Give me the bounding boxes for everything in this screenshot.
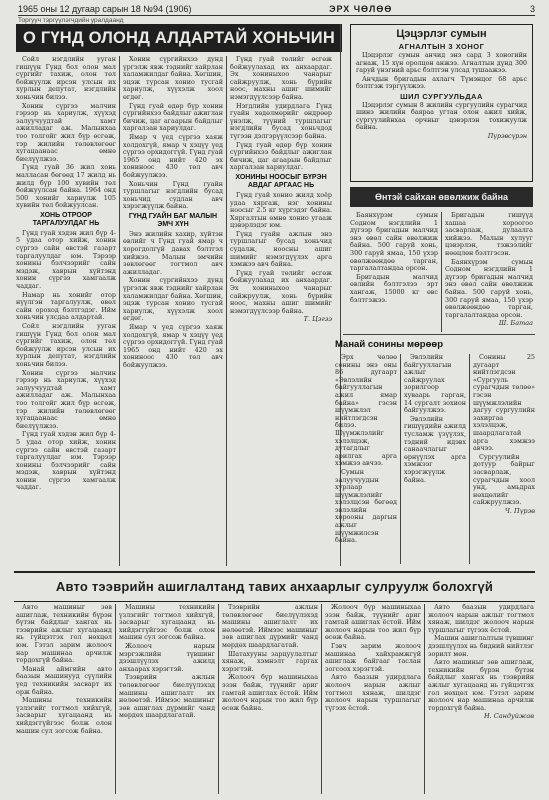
paragraph: Бригадын малчид өвлийн бэлтгэлээ эрт хангаж, 15000 кг өвс бэлтгэжээ. xyxy=(350,272,438,304)
article4-signature: Ч. Пүрэв xyxy=(504,506,535,515)
column-rule xyxy=(469,354,470,564)
column-rule xyxy=(218,604,219,794)
rubric: Торгууч тэргүүлэгчдийн уралдаанд xyxy=(18,17,124,24)
box-subtitle: АГНАЛТЫН 3 ХОНОГ xyxy=(398,42,485,51)
masthead xyxy=(18,3,535,16)
paragraph: Сойл нэгдлийн ууган гишүүн Гүнд бол олон мал сүргийг тахиж, олон төл бойжуулж ирсэн улсын их хурлын депутат, нэгдлийн хоньчин билээ. xyxy=(16,322,116,368)
subhead: ХОНЬ ОТРООР ТАРГАЛУУЛДАГ НЬ xyxy=(32,211,100,227)
paragraph: Машины техникийн үзлэгийг тогтмол хийхгүй, засварыг хугацаанд нь хийдэггүйгээс болж олон машин сул зогсож байна. xyxy=(16,696,112,735)
paragraph: Сойл нэгдлийн ууган гишүүн Гүнд бол олон мал сүргийг тахиж, олон төл бойжуулж ирсэн улсын их хурлын депутат, нэгдлийн хоньчин билээ. xyxy=(16,56,116,101)
paragraph: Авто машиныг зөв ашиглаж, техникийн бүрэн бүтэн байдлыг хангах нь тээврийн ажлыг хугацаанд нь гүйцэтгэх гол нөхцөл юм. Гэтэл зарим жолооч нар машинаа арчилж тордохгүй байна. xyxy=(16,604,112,665)
article5-col5 xyxy=(428,604,534,794)
paragraph: Баянхүрэм сумын Содном нэгдлийн 1 дүгээр бригадын малчид энэ өвөл сайн өвөлжиж байна. 500 гаруй хонь, 300 гаруй ямаа, 150 үхэр өвөлжөөндөө тарган, таргалалтандаа орсон. xyxy=(350,212,438,273)
paragraph: Гүнд гуай хэдэн жил бүр 4-5 удаа отор хийж, хонин сүргээ сайн өвстэй газарт таргалуулдаг юм. Тэрээр хонины бэлчээрийг сайн мэдэж, хаврын хүйтэнд хонин сүргээ хамгаалж чаддаг. xyxy=(16,228,116,291)
paragraph: Сумын залуучуудын хурлаар шүүмжлэлийг хэлэлцсэн бөгөөд эвлэлийн хорооны даргын ажлыг шүүмжилсэн байна. xyxy=(335,467,397,545)
article1-col1 xyxy=(16,56,116,564)
wintering-banner: Өнтэй сайхан өвөлжиж байна xyxy=(350,187,533,207)
paragraph: Гүнд гуай төлийг өсгөж бойжуулахад их анхаардаг. Эх хониныхоо чанарыг сайжруулж, хонь бүрийн ноос, махны ашиг шимийг нэмэгдүүлсээр байна. xyxy=(230,268,332,315)
article5-signature: Н. Сандуйжав xyxy=(483,712,534,721)
paragraph: Нэгдлийн удирдлага Гүнд гуайн хөдөлмөрийг өндрөөр үнэлж, түүний туршлагыг нэгдлийн бусад хоньчдод түгээн дэлгэрүүлсээр байна. xyxy=(230,101,332,140)
paragraph: Бригадын гишүүд хашаа хороогоо засварлаж, дулаалга хийжээ. Малын хулууг цэвэрлэн, тэжээлийг нөөцлөн бэлтгэсэн. xyxy=(445,212,533,257)
column-rule xyxy=(115,604,116,794)
paragraph: Машин ашиглалтын түвшинг дээшлүүлэх нь бидний нийтлэг зорилт мөн. xyxy=(428,634,534,658)
article3-col1 xyxy=(350,212,438,332)
paragraph: Гүнд гуай өдөр бүр хонин сүргийнхээ байдлыг ажиглан бичиж, цаг агаарын байдлыг харгалзан хариулдаг. xyxy=(123,101,223,133)
column-rule xyxy=(226,56,227,566)
paragraph: Эрх чөлөө сонины энэ оны 86 дугаарт «Эвлэлийн байгууллагын ажил ямар байна» гэсэн шүүмжлэл нийтлэгдсэн билээ. Шүүмжлэлийг хэлэлцэж, дутагдлыг арилгах арга хэмжээ авчээ. xyxy=(335,354,397,468)
paragraph: Жолооч нарын мэргэжлийн түвшинг дээшлүүлэх ажилд анхаарах хэрэгтэй. xyxy=(119,641,215,673)
paragraph: Жолооч бүр машиныхаа эзэн байж, түүнийг ариг гамтай ашиглах ёстой. Ийм жолооч нарын тоо жил бүр өсөж байна. xyxy=(222,673,318,712)
paragraph: Сонины 25 дугаарт нийтлэгдсэн «Сургууль сурагчдын төлөө» гэсэн шүүмжлэлийн дагуу сургуулийн захиргаа хэлэлцэж, шаардлагатай арга хэмжээ авчээ. xyxy=(473,354,535,453)
box-signature: Пүрэвсүрэн xyxy=(487,132,527,140)
headline-gund: О ГҮНД ОЛОНД АЛДАРТАЙ ХОНЬЧИН xyxy=(16,24,342,52)
paragraph: Гүнд гуай 36 жил хонь малласан бөгөөд 17 жилд нь жилд бүр 100 хувийн төл бойжуулсан байна. 1964 онд 500 хонийг хариулж 105 хувийн төл бойжуулсан. xyxy=(16,163,116,210)
paragraph: Хонин сүргийнхээ дунд үргэлж явж тэднийг хайрлан халамжилдаг байна. Хөгшин, эцэж турсан хонио тусгай хариулж, хүүхэлж хоол өгдөг. xyxy=(123,56,223,101)
paragraph: Эвлэлийн байгууллагын ажлыг сайжруулах зорилгоор хуваарь гарган, 14 сургалт зохион байгуулжээ. xyxy=(404,354,466,415)
box-title: Цэцэрлэг сумын xyxy=(396,28,487,40)
paragraph: Жолооч бүр машиныхаа эзэн байж, түүнийг ариг гамтай ашиглах ёстой. Ийм жолооч нарын тоо жил бүр өсөж байна. xyxy=(325,604,421,642)
paragraph: Гүнд гуайн ажлын энэ туршлагыг бусад хоньчид судалж, ноосны ашиг шимийг нэмэгдүүлэх арга хэмжээ авч байна. xyxy=(230,229,332,269)
paragraph: Тээврийн ажлын төлөвлөгөөг биелүүлэхэд машины ашиглалт их нөлөөтэй. Иймээс машиныг зөв ашиглах дүрмийг чанд мөрдөх шаардлагатай. xyxy=(222,604,318,649)
article5-col3 xyxy=(222,604,318,794)
box-subtitle: ШИЛ СУРГУУЛЬДАА xyxy=(400,91,483,101)
article1-col2 xyxy=(123,56,223,564)
paragraph: Гүнд гуай хонио жилд хоёр удаа хяргаж, нэг хонины ноосыг 2.5 кг хүргэдэг байна. Хяргалтын өмнө хонио угааж цэвэрлэдэг юм. xyxy=(230,190,332,230)
paragraph: Хонин сүргээ малчин гэрээр нь хариулж, хүүхэд залуучуудтай хамт ажилладаг аж. Малынхаа тоо толгойг жил бүр өсгөж, тэр жилийн төлөвлөгөөг хугацаанаас өмнө биелүүлжээ. xyxy=(16,101,116,163)
column-rule xyxy=(119,56,120,566)
subhead: ГҮНД ГУАЙН БАГ МАЛЫН ЭМЧ ХҮН xyxy=(128,212,218,228)
paragraph: Машины техникийн үзлэгийг тогтмол хийхгүй, засварыг хугацаанд нь хийдэггүйгээс болж олон машин сул зогсож байна. xyxy=(119,604,215,642)
article4-col2 xyxy=(404,354,466,564)
article3-col2 xyxy=(445,212,533,332)
article3-signature: Ш. Батаа xyxy=(498,319,533,328)
article5-col2 xyxy=(119,604,215,794)
paragraph: Энэ жилийн хахир, хүйтэн өвлийг ч Гүнд гуай ямар ч хорогдолгүй давах бэлтгэл хийжээ. Малын эмчийн зөвлөгөөг тогтмол авч ажилладаг. xyxy=(123,229,223,276)
column-rule xyxy=(321,604,322,794)
paragraph: Тээврийн ажлын төлөвлөгөөг биелүүлэхэд машины ашиглалт их нөлөөтэй. Иймээс машиныг зөв ашиглах дүрмийг чанд мөрдөх шаардлагатай. xyxy=(119,673,215,720)
paragraph: Хоньчин Гүнд гуайн туршлагыг нэгдлийн бусад хоньчид судлан авч хэрэгжүүлж байна. xyxy=(123,179,223,211)
page-number: 3 xyxy=(529,4,535,14)
masthead-date-issue: 1965 оны 12 дугаар сарын 18 №94 (1906) xyxy=(18,4,192,14)
paragraph: Ямар ч үед сүргээ хаяж холдохгүй, ямар ч хэцүү үед сүргээ орхидоггүй. Гүнд гуай 1965 онд нийт 420 эх хониноос 430 төл авч бойжуулжээ. xyxy=(123,323,223,369)
subhead: ХОНИНЫ НООСЫГ БҮРЭН АВДАГ АРГААС НЬ xyxy=(235,173,327,189)
paragraph: Сургуулийн дотуур байрыг засварлаж, сурагчдын хоол унд, амьдрах нөхцөлийг сайжруулжээ. xyxy=(473,452,535,507)
paragraph: Шатахууны зарцуулалтыг хянаж, хэмнэлт гаргах хэрэгтэй. xyxy=(222,649,318,673)
section-rule xyxy=(343,334,535,335)
paragraph: Авто баазын удирдлага жолооч нарын ажлыг тогтмол хянаж, шилдэг жолооч нарын туршлагыг түгээх ёстой. xyxy=(325,673,421,712)
paragraph: Цэцэрлэг сумын 8 жилийн сургуулийн сурагчид шинэ жилийн баяраа угтан олон ажил хийж, сургуулийнхаа орчныг цэвэрлэн тохижуулж байна. xyxy=(356,101,527,131)
paragraph: Гүнд гуай хэдэн жил бүр 4-5 удаа отор хийж, хонин сүргээ сайн өвстэй газарт таргалуулдаг юм. Тэрээр хонины бэлчээрийг сайн мэдэж, хаврын хүйтэнд хонин сүргээ хамгаалж чаддаг. xyxy=(16,430,116,492)
paragraph: Хонин сүргээ малчин гэрээр нь хариулж, хүүхэд залуучуудтай хамт ажилладаг аж. Малынхаа тоо толгойг жил бүр өсгөж, тэр жилийн төлөвлөгөөг хугацаанаас өмнө биелүүлжээ. xyxy=(16,368,116,430)
paragraph: Анчдын бригадын ахлагч Түмэнцог 68 арьс бэлтгэж тэргүүлжээ. xyxy=(356,75,527,90)
article5-col1 xyxy=(16,604,112,794)
paragraph: Ямар ч үед сүргээ хаяж холдохгүй, ямар ч хэцүү үед сүргээ орхидоггүй. Гүнд гуай 1965 онд нийт 420 эх хониноос 430 төл авч бойжуулжээ. xyxy=(123,132,223,179)
paragraph: Гүнд гуай өдөр бүр хонин сүргийнхээ байдлыг ажиглан бичиж, цаг агаарын байдлыг харгалзан хариулдаг. xyxy=(230,140,332,172)
paragraph: Гэвч зарим жолооч машинаа хайхрамжгүй ашиглаж байгааг таслан зогсоох хэрэгтэй. xyxy=(325,641,421,673)
article1-col3 xyxy=(230,56,332,564)
paragraph: Эвлэлийн гишүүдийн ажилд тусламж үзүүлэх, тэдний идэвх санаачлагыг өрнүүлэх арга хэмжээг хэрэгжүүлж байна. xyxy=(404,414,466,484)
article1-signature: Т. Цэгээ xyxy=(303,315,332,324)
column-rule xyxy=(424,604,425,794)
newspaper-followup-heading: Манай сонины мөрөөр xyxy=(335,339,444,350)
article4-col3 xyxy=(473,354,535,564)
paragraph: Хонин сүргийнхээ дунд үргэлж явж тэднийг хайрлан халамжилдаг байна. Хөгшин, эцэж турсан хонио тусгай хариулж, хүүхэлж хоол өгдөг. xyxy=(123,276,223,323)
paragraph: Баянхүрэм сумын Содном нэгдлийн 1 дүгээр бригадын малчид энэ өвөл сайн өвөлжиж байна. 500 гаруй хонь, 300 гаруй ямаа, 150 үхэр өвөлжөөндөө тарган, таргалалтандаа орсон. xyxy=(445,257,533,319)
article4-col1 xyxy=(335,354,397,564)
paragraph: Гүнд гуай төлийг өсгөж бойжуулахад их анхаардаг. Эх хониныхоо чанарыг сайжруулж, хонь бүрийн ноос, махны ашиг шимийг нэмэгдүүлсээр байна. xyxy=(230,56,332,101)
article5-col4 xyxy=(325,604,421,794)
masthead-title: ЭРХ ЧӨЛӨӨ xyxy=(329,4,393,14)
headline-auto-transport: Авто тээврийн ашиглалтанд тавих анхаарлыг сулруулж болохгүй xyxy=(14,571,535,602)
column-rule xyxy=(400,354,401,564)
paragraph: Намар нь хонийг отор нүүлгэн таргалуулж, өвөл сайн ороход бэлтгэдэг. Ийм хоньчин улсдаа алдартай. xyxy=(16,290,116,322)
paragraph: Авто баазын удирдлага жолооч нарын ажлыг тогтмол хянаж, шилдэг жолооч нарын туршлагыг түгээх ёстой. xyxy=(428,604,534,634)
paragraph: Авто машиныг зөв ашиглаж, техникийн бүрэн бүтэн байдлыг хангах нь тээврийн ажлыг хугацаанд нь гүйцэтгэх гол нөхцөл юм. Гэтэл зарим жолооч нар машинаа арчилж тордохгүй байна. xyxy=(428,658,534,712)
paragraph: Цэцэрлэг сумын анчид энэ сард 3 хоногийн агнаж, 15 хүн оролцон анжээ. Агналтын дүнд 300 гаруй үнэгний арьс бэлтгэн улсад тушаажээ. xyxy=(356,52,527,74)
tsetserleg-box xyxy=(350,24,533,182)
column-rule xyxy=(441,212,442,332)
paragraph: Манай аймгийн авто баазын машинууд сүүлийн үед техникийн засварт их орж байна. xyxy=(16,664,112,696)
